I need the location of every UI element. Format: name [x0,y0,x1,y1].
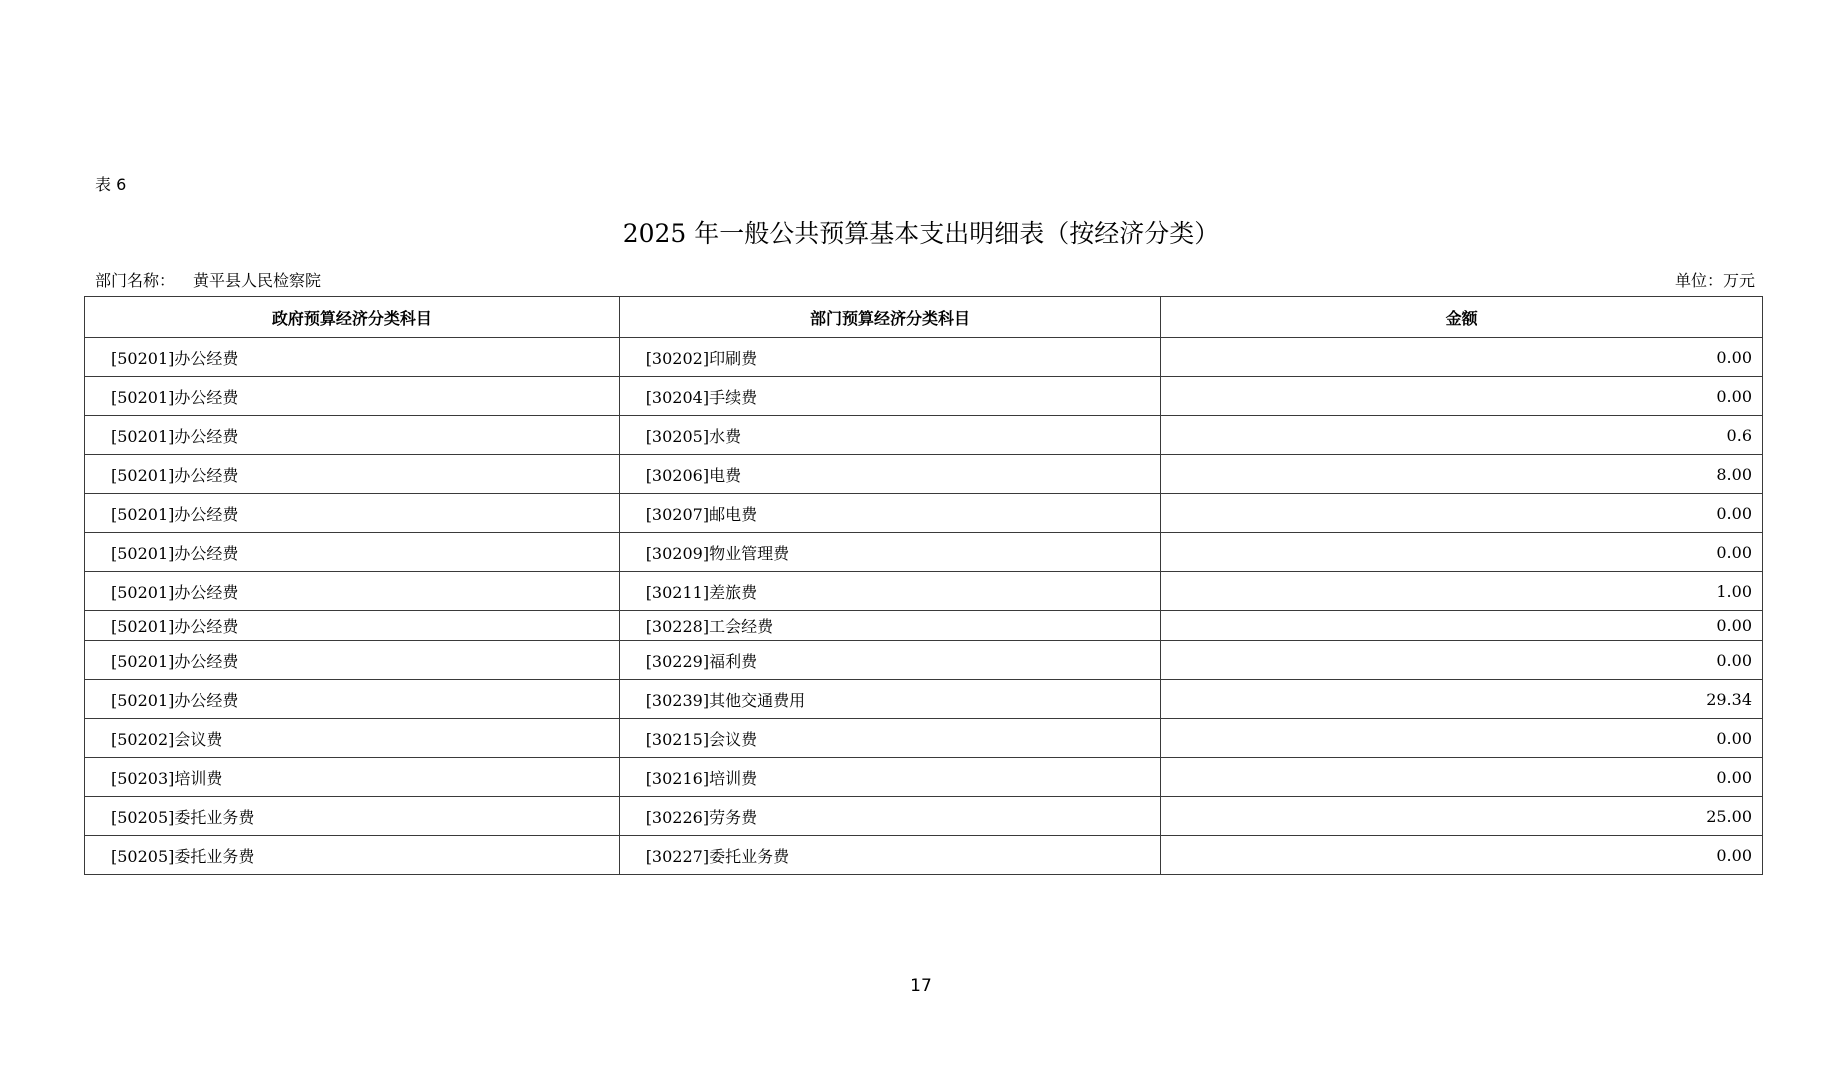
department-name: 黄平县人民检察院 [193,271,322,290]
table-row [85,611,1763,641]
table-row [85,377,1763,416]
table-row [85,836,1763,875]
dept-category-cell: [30215]会议费 [619,719,1161,758]
dept-category-cell: [30205]水费 [619,416,1161,455]
dept-category-cell: [30202]印刷费 [619,338,1161,377]
table-row [85,338,1763,377]
gov-category-cell: [50205]委托业务费 [85,797,620,836]
gov-category-cell: [50201]办公经费 [85,455,620,494]
table-row [85,533,1763,572]
table-row [85,641,1763,680]
table-header-row [85,297,1763,338]
dept-category-cell: [30207]邮电费 [619,494,1161,533]
amount-cell: 1.00 [1161,572,1763,611]
column-header-amount: 金额 [1161,297,1763,338]
gov-category-cell: [50203]培训费 [85,758,620,797]
amount-cell: 8.00 [1161,455,1763,494]
table-label: 表 6 [95,175,127,194]
department-label: 部门名称： [95,271,176,290]
amount-cell: 0.00 [1161,377,1763,416]
page-title: 2025 年一般公共预算基本支出明细表（按经济分类） [622,219,1220,248]
gov-category-cell: [50201]办公经费 [85,338,620,377]
amount-cell: 0.00 [1161,494,1763,533]
dept-category-cell: [30206]电费 [619,455,1161,494]
table-row [85,680,1763,719]
amount-cell: 29.34 [1161,680,1763,719]
table-row [85,797,1763,836]
amount-cell: 0.00 [1161,338,1763,377]
amount-cell: 0.6 [1161,416,1763,455]
dept-category-cell: [30229]福利费 [619,641,1161,680]
gov-category-cell: [50201]办公经费 [85,377,620,416]
dept-category-cell: [30216]培训费 [619,758,1161,797]
amount-cell: 0.00 [1161,641,1763,680]
column-header-dept-category: 部门预算经济分类科目 [619,297,1161,338]
dept-category-cell: [30211]差旅费 [619,572,1161,611]
gov-category-cell: [50201]办公经费 [85,572,620,611]
gov-category-cell: [50201]办公经费 [85,533,620,572]
gov-category-cell: [50201]办公经费 [85,494,620,533]
amount-cell: 0.00 [1161,611,1763,641]
amount-cell: 0.00 [1161,836,1763,875]
amount-cell: 0.00 [1161,758,1763,797]
gov-category-cell: [50201]办公经费 [85,680,620,719]
dept-category-cell: [30228]工会经费 [619,611,1161,641]
gov-category-cell: [50201]办公经费 [85,611,620,641]
amount-cell: 0.00 [1161,533,1763,572]
amount-cell: 0.00 [1161,719,1763,758]
table-row [85,455,1763,494]
table-row [85,719,1763,758]
table-row [85,572,1763,611]
gov-category-cell: [50202]会议费 [85,719,620,758]
unit-label: 单位：万元 [1674,271,1755,290]
dept-category-cell: [30239]其他交通费用 [619,680,1161,719]
gov-category-cell: [50201]办公经费 [85,416,620,455]
dept-category-cell: [30209]物业管理费 [619,533,1161,572]
table-row [85,494,1763,533]
dept-category-cell: [30204]手续费 [619,377,1161,416]
department-line [95,268,321,291]
table-row [85,416,1763,455]
table-row [85,758,1763,797]
amount-cell: 25.00 [1161,797,1763,836]
dept-category-cell: [30226]劳务费 [619,797,1161,836]
page-number: 17 [910,976,932,996]
gov-category-cell: [50201]办公经费 [85,641,620,680]
gov-category-cell: [50205]委托业务费 [85,836,620,875]
column-header-gov-category: 政府预算经济分类科目 [85,297,620,338]
dept-category-cell: [30227]委托业务费 [619,836,1161,875]
budget-table [84,296,1763,875]
